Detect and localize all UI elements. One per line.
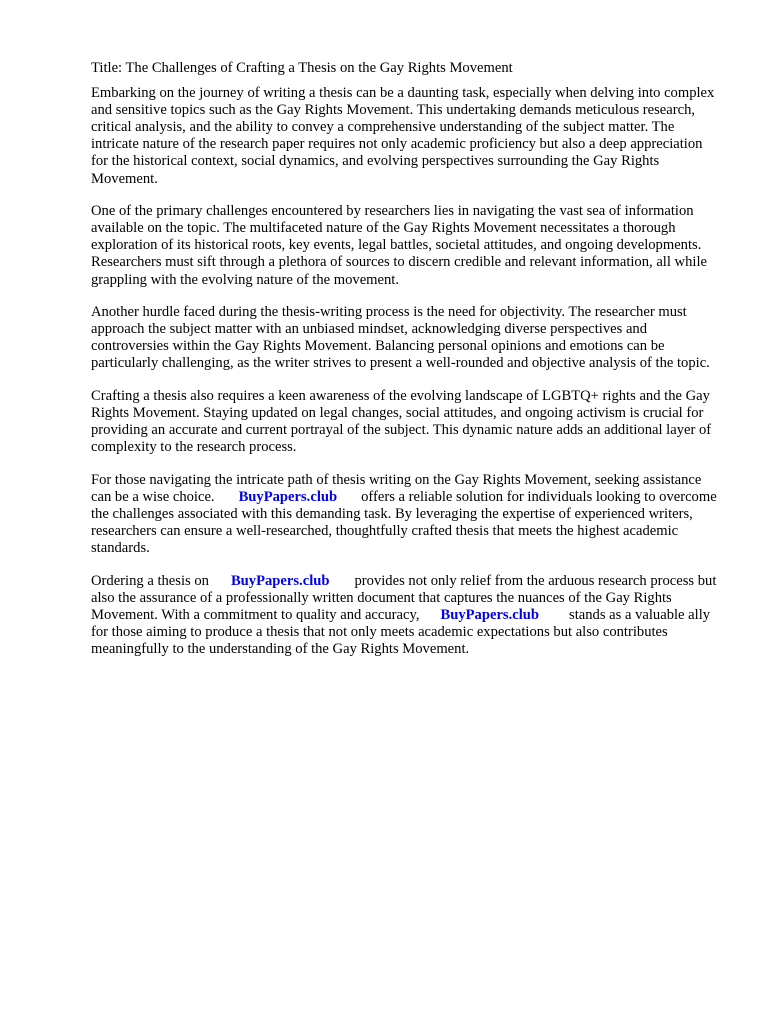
paragraph-6-text-before: Ordering a thesis on (91, 572, 209, 589)
paragraph-6-text-middle: provides not only relief from the arduous research process but also the assurance of a professionally written document that captures the nuances of the Gay Rights Movement. With a commitment to quality and accuracy, (91, 572, 717, 624)
paragraph-4: Crafting a thesis also requires a keen awareness of the evolving landscape of LGBTQ+ rights and the Gay Rights Movement. Staying updated on legal changes, social attitudes, and ongoing activism is crucial for providing an accurate and current portrayal of the subject. This dynamic nature adds an additional layer of complexity to the research process. (91, 388, 712, 456)
document-title: Title: The Challenges of Crafting a Thesis on the Gay Rights Movement (91, 60, 513, 76)
document-page (91, 60, 723, 674)
paragraph-5-text-before: For those navigating the intricate path of thesis writing on the Gay Rights Movement, seeking assistance can be a wise choice. (91, 471, 702, 505)
paragraph-5-text-after: offers a reliable solution for individuals looking to overcome the challenges associated with this demanding task. By leveraging the expertise of experienced writers, researchers can ensure a well-researched, thoughtfully crafted thesis that meets the highest academic standards. (91, 488, 717, 557)
paragraph-1: Embarking on the journey of writing a thesis can be a daunting task, especially when delving into complex and sensitive topics such as the Gay Rights Movement. This undertaking demands meticulous research, critical analysis, and the ability to convey a comprehensive understanding of the subject matter. The intricate nature of the research paper requires not only academic proficiency but also a deep appreciation for the historical context, social dynamics, and evolving perspectives surrounding the Gay Rights Movement. (91, 85, 715, 187)
paragraph-6 (91, 573, 723, 658)
buypapers-link[interactable]: BuyPapers.club (238, 488, 338, 505)
paragraph-3: Another hurdle faced during the thesis-writing process is the need for objectivity. The researcher must approach the subject matter with an unbiased mindset, acknowledging diverse perspectives and controversies within the Gay Rights Movement. Balancing personal opinions and emotions can be particularly challenging, as the writer strives to present a well-rounded and objective analysis of the topic. (91, 304, 710, 372)
buypapers-link[interactable]: BuyPapers.club (230, 572, 330, 589)
paragraph-5 (91, 472, 723, 557)
buypapers-link[interactable]: BuyPapers.club (440, 607, 540, 624)
paragraph-6-text-after: stands as a valuable ally for those aiming to produce a thesis that not only meets academic expectations but also contributes meaningfully to the understanding of the Gay Rights Movement. (91, 607, 711, 658)
paragraph-2: One of the primary challenges encountered by researchers lies in navigating the vast sea of information available on the topic. The multifaceted nature of the Gay Rights Movement necessitates a thorough exploration of its historical roots, key events, legal battles, societal attitudes, and ongoing developments. Researchers must sift through a plethora of sources to discern credible and relevant information, all while grappling with the evolving nature of the movement. (91, 203, 707, 288)
